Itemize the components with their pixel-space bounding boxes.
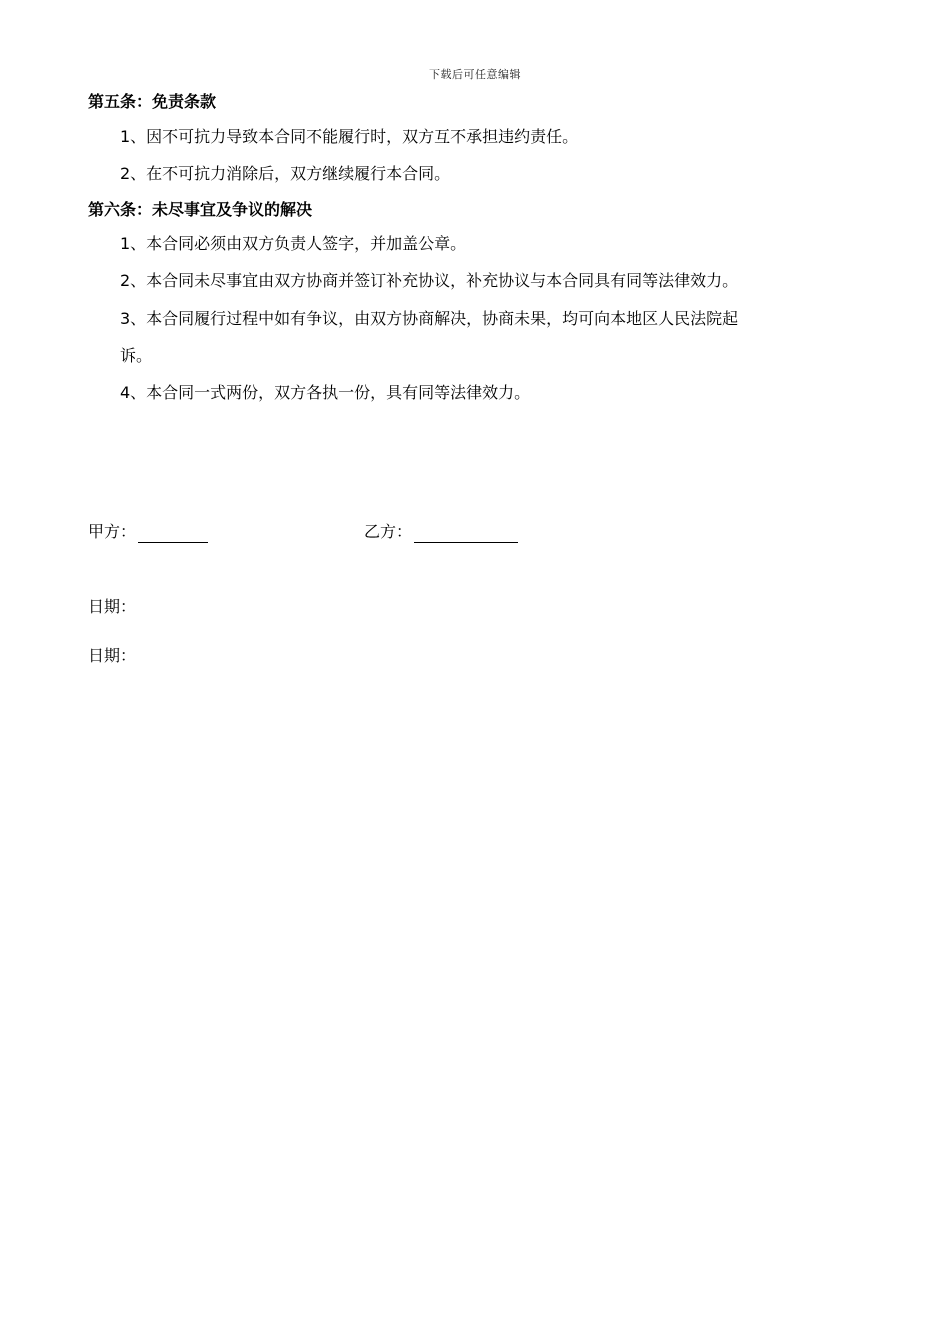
article-5-title: 第五条：免责条款 [88, 92, 217, 111]
party-b-label: 乙方： [364, 522, 413, 541]
article-6-title: 第六条：未尽事宜及争议的解决 [88, 200, 313, 219]
party-a-label: 甲方： [88, 522, 137, 541]
article-5-item-1: 1、因不可抗力导致本合同不能履行时，双方互不承担违约责任。 [120, 127, 579, 146]
party-b-signature [364, 521, 518, 543]
article-6-item-3: 3、本合同履行过程中如有争议，由双方协商解决，协商未果，均可向本地区人民法院起 [120, 309, 739, 328]
party-a-signature [88, 521, 208, 543]
party-a-signature-line [138, 526, 208, 543]
party-b-signature-line [414, 526, 518, 543]
article-5-item-2: 2、在不可抗力消除后，双方继续履行本合同。 [120, 164, 451, 183]
date-label-2: 日期： [88, 646, 137, 665]
article-6-item-4: 4、本合同一式两份，双方各执一份，具有同等法律效力。 [120, 383, 531, 402]
article-6-item-3-continued: 诉。 [120, 346, 153, 365]
article-6-item-1: 1、本合同必须由双方负责人签字，并加盖公章。 [120, 234, 467, 253]
page-header-note: 下载后可任意编辑 [429, 68, 521, 81]
date-label-1: 日期： [88, 597, 137, 616]
article-6-item-2: 2、本合同未尽事宜由双方协商并签订补充协议，补充协议与本合同具有同等法律效力。 [120, 271, 739, 290]
